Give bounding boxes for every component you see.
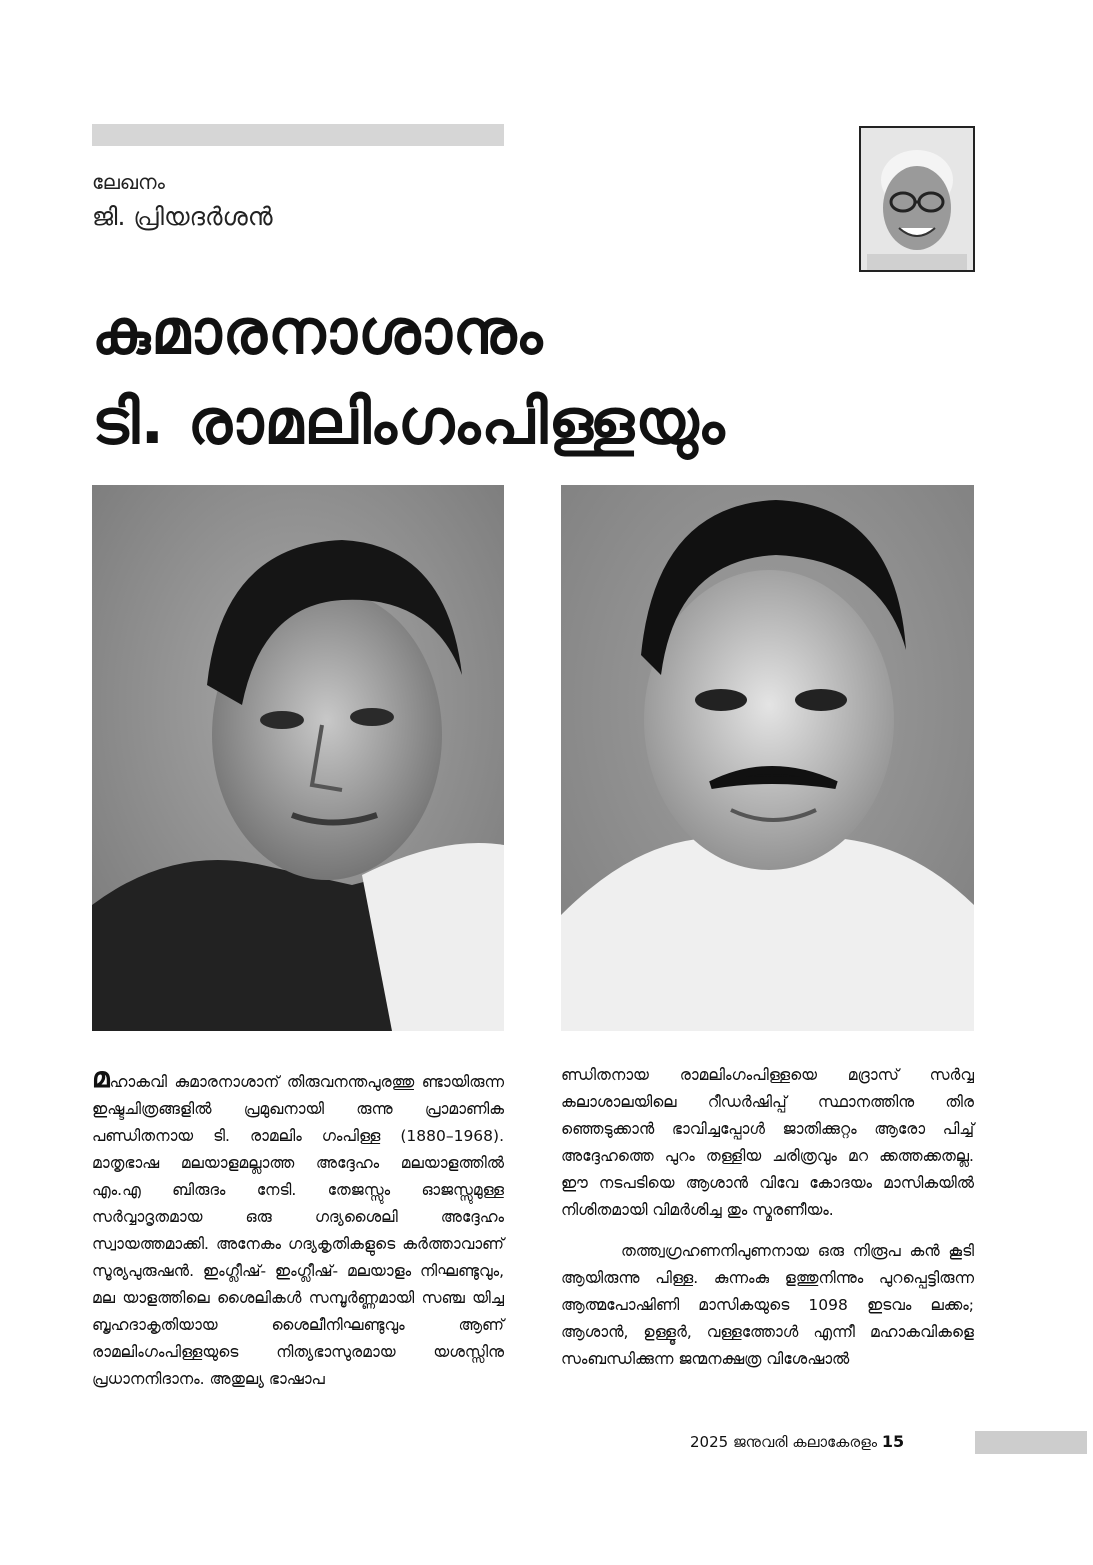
- author-photo: [859, 126, 975, 272]
- left-column-text: ഹാകവി കുമാരനാശാന് തിരുവനന്തപുരത്തു ണ്ടായിരുന്ന ഇഷ്ടചിത്രങ്ങളിൽ പ്രമുഖനായി രുന്നു പ്രാമാണിക പണ്ഡിതനായ ടി. രാമലിം ഗംപിള്ള (1880–1968). മാതൃഭാഷ മലയാളമല്ലാത്ത അദ്ദേഹം മലയാളത്തിൽ എം.എ ബിരുദം നേടി. തേജസ്സും ഓജസ്സുമുള്ള സർവ്വാദൃതമായ ഒരു ഗദ്യശൈലി അദ്ദേഹം സ്വായത്തമാക്കി. അനേകം ഗദ്യകൃതികളുടെ കർത്താവാണ് സൂര്യപുരുഷൻ. ഇംഗ്ലീഷ്- ഇംഗ്ലീഷ്- മലയാളം നിഘണ്ടുവും, മല യാളത്തിലെ ശൈലികൾ സമ്പൂർണ്ണമായി സഞ്ച യിച്ച ബൃഹദാകൃതിയായ ശൈലീനിഘണ്ടുവും ആണ് രാമലിംഗംപിള്ളയുടെ നിത്യഭാസുരമായ യശസ്സിനു പ്രധാനനിദാനം. അതുല്യ ഭാഷാപ: [92, 1073, 504, 1388]
- article-title-line-1: കുമാരനാശാനും: [92, 295, 544, 368]
- right-paragraph-2: തത്ത്വഗ്രഹണനിപുണനായ ഒരു നിരൂപ കൻ കൂടി ആയിരുന്നു പിള്ള. കുന്നംകു ളത്തുനിന്നും പുറപ്പെട്ടിരുന്ന ആത്മപോഷിണി മാസികയുടെ 1098 ഇടവം ലക്കം; ആശാൻ, ഉള്ളൂർ, വള്ളത്തോൾ എന്നീ മഹാകവികളെ സംബന്ധിക്കുന്ന ജന്മനക്ഷത്ര വിശേഷാൽ: [561, 1242, 974, 1368]
- ramalingam-pillai-photo: [561, 485, 974, 1031]
- footer-issue: 2025 ജനുവരി കലാകേരളം: [690, 1433, 878, 1451]
- footer-decor-bar: [975, 1431, 1087, 1454]
- kumaranasan-photo: [92, 485, 504, 1031]
- author-name: ജി. പ്രിയദർശൻ: [92, 202, 273, 231]
- article-body-right-column: [561, 1062, 974, 1387]
- page-number: 15: [881, 1432, 905, 1451]
- section-label: ലേഖനം: [92, 170, 165, 194]
- kumaranasan-portrait-illustration: [92, 485, 504, 1031]
- page-footer: [690, 1432, 904, 1451]
- author-portrait-illustration: [861, 128, 973, 270]
- right-paragraph-1: ണ്ഡിതനായ രാമലിംഗംപിള്ളയെ മദ്രാസ് സർവ്വ കലാശാലയിലെ റീഡർഷിപ്പ് സ്ഥാനത്തിനു തിര ഞ്ഞെടുക്കാൻ ഭാവിച്ചപ്പോൾ ജാതിക്കുറ്റം ആരോ പിച്ച് അദ്ദേഹത്തെ പുറം തള്ളിയ ചരിത്രവും മറ ക്കത്തക്കതല്ല. ഈ നടപടിയെ ആശാൻ വിവേ കോദയം മാസികയിൽ നിശിതമായി വിമർശിച്ച തും സ്മരണീയം.: [561, 1066, 974, 1219]
- article-title-line-2: ടി. രാമലിംഗംപിള്ളയും: [92, 385, 726, 458]
- ramalingam-pillai-portrait-illustration: [561, 485, 974, 1031]
- header-decor-bar: [92, 124, 504, 146]
- article-body-left-column: [92, 1061, 504, 1393]
- drop-cap: മ: [92, 1061, 110, 1094]
